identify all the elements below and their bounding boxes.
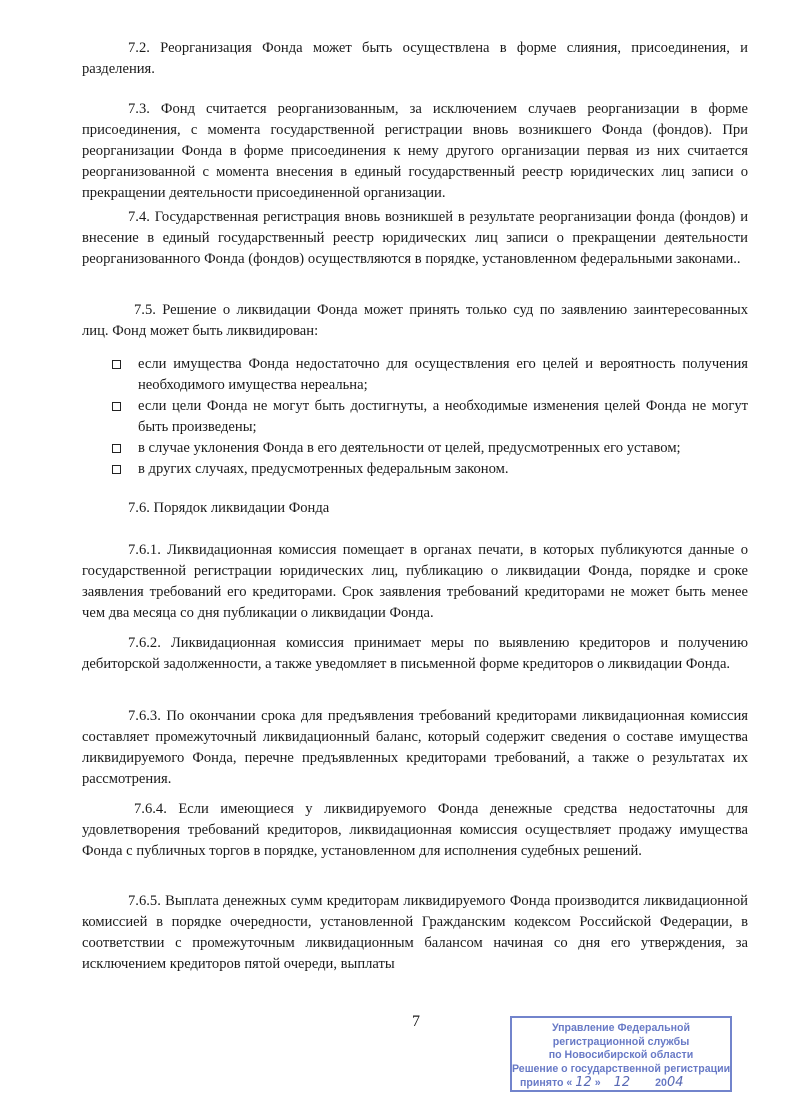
stamp-accepted-label: принято «	[520, 1077, 573, 1090]
stamp-year-prefix: 20	[655, 1077, 667, 1090]
paragraph-7-6-2: 7.6.2. Ликвидационная комиссия принимает меры по выявлению кредиторов и получению дебиторской задолженности, а также уведомляет в письменной форме кредиторов о ликвидации Фонда.	[82, 635, 748, 672]
liquidation-grounds-list	[112, 354, 748, 480]
registration-stamp	[510, 1016, 732, 1092]
list-item: в случае уклонения Фонда в его деятельности от целей, предусмотренных его уставом;	[112, 438, 748, 459]
paragraph-7-2: 7.2. Реорганизация Фонда может быть осуществлена в форме слияния, присоединения, и разделения.	[82, 40, 748, 77]
square-bullet-icon	[112, 444, 121, 453]
stamp-line-2: регистрационной службы	[552, 1035, 690, 1048]
square-bullet-icon	[112, 402, 121, 411]
page-number: 7	[412, 1013, 420, 1030]
stamp-line-1: Управление Федеральной	[551, 1022, 691, 1034]
stamp-day: 12	[575, 1075, 592, 1091]
list-item: если цели Фонда не могут быть достигнуты, а необходимые изменения целей Фонда не могут быть произведены;	[112, 396, 748, 438]
paragraph-7-5: 7.5. Решение о ликвидации Фонда может принять только суд по заявлению заинтересованных лиц. Фонд может быть ликвидирован:	[82, 302, 748, 339]
square-bullet-icon	[112, 360, 121, 369]
stamp-month: 12	[613, 1075, 631, 1091]
stamp-month-sep: »	[594, 1077, 601, 1090]
paragraph-7-6-5: 7.6.5. Выплата денежных сумм кредиторам ликвидируемого Фонда производится ликвидационной комиссией в порядке очередности, установленной Гражданским кодексом Российской Федерации, в соответствии с промежуточным ликвидационным балансом начиная со дня его утверждения, за исключением кредиторов пятой очереди, выплаты	[82, 893, 748, 972]
paragraph-7-6-4: 7.6.4. Если имеющиеся у ликвидируемого Фонда денежные средства недостаточны для удовлетворения требований кредиторов, ликвидационная комиссия осуществляет продажу имущества Фонда с публичных торгов в порядке, установленном для исполнения судебных решений.	[82, 801, 748, 859]
stamp-line-3: по Новосибирской области	[548, 1049, 694, 1062]
section-heading-7-6: 7.6. Порядок ликвидации Фонда	[128, 500, 330, 516]
paragraph-7-6-1: 7.6.1. Ликвидационная комиссия помещает в органах печати, в которых публикуются данные о государственной регистрации юридических лиц, публикацию о ликвидации Фонда, порядке и сроке заявления требований его кредиторами. Срок заявления требований кредиторами не может быть менее чем два месяца со дня публикации о ликвидации Фонда.	[82, 542, 748, 621]
stamp-year: 04	[666, 1075, 684, 1091]
paragraph-7-3: 7.3. Фонд считается реорганизованным, за исключением случаев реорганизации в форме присоединения, с момента государственной регистрации вновь возникшего Фонда (фондов). При реорганизации Фонда в форме присоединения к нему другого организации первая из них считается реорганизованной с момента внесения в единый государственный реестр юридических лиц записи о прекращении деятельности присоединенной организации.	[82, 101, 748, 201]
paragraph-7-4: 7.4. Государственная регистрация вновь возникшей в результате реорганизации фонда (фондов) и внесение в единый государственный реестр юридических лиц записи о прекращении деятельности реорганизованного Фонда (фондов) осуществляются в порядке, установленном федеральными законами..	[82, 209, 748, 267]
square-bullet-icon	[112, 465, 121, 474]
list-item: в других случаях, предусмотренных федеральным законом.	[112, 459, 748, 480]
paragraph-7-6-3: 7.6.3. По окончании срока для предъявления требований кредиторами ликвидационная комиссия составляет промежуточный ликвидационный баланс, который содержит сведения о составе имущества ликвидируемого Фонда, перечне предъявленных кредиторами требований, а также о результатах их рассмотрения.	[82, 708, 748, 787]
list-item: если имущества Фонда недостаточно для осуществления его целей и вероятность получения необходимого имущества нереальна;	[112, 354, 748, 396]
stamp-line-4: Решение о государственной регистрации	[512, 1062, 731, 1075]
stamp-date-row	[512, 1076, 730, 1091]
